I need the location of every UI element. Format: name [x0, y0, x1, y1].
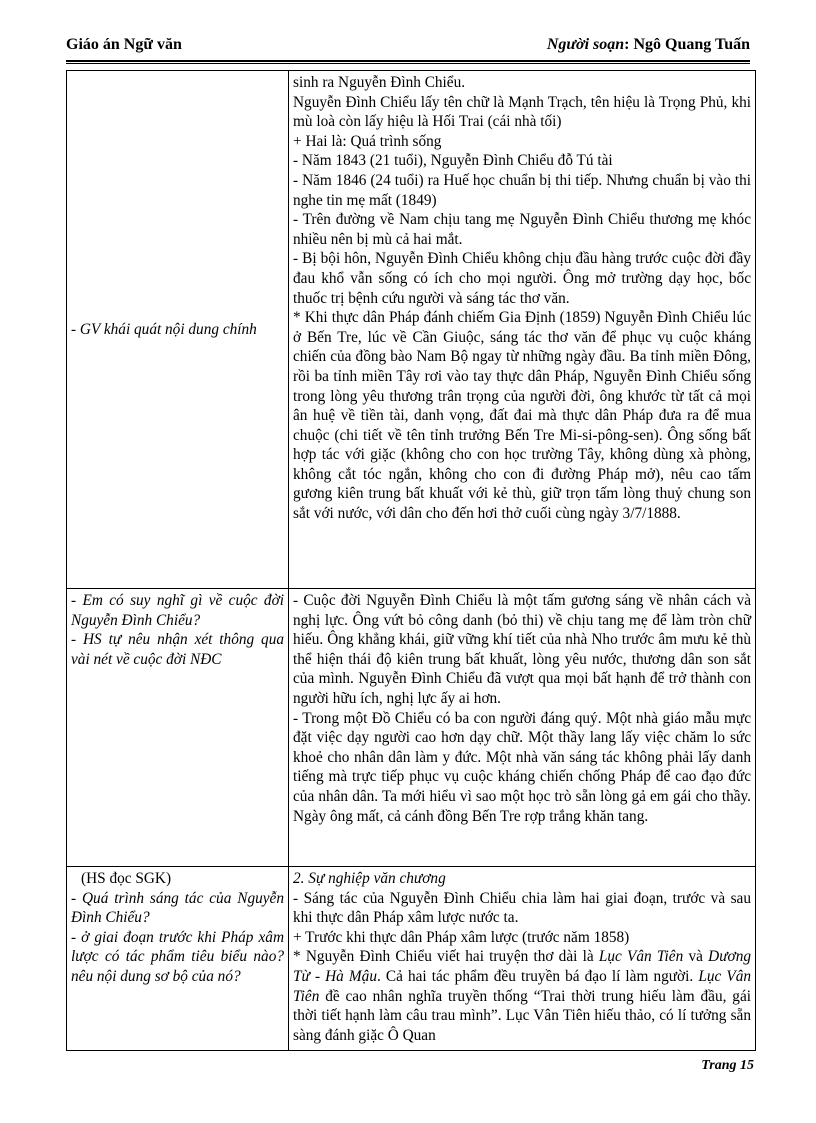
- note-text: (HS đọc SGK): [81, 870, 172, 887]
- header-subject: Giáo án Ngữ văn: [66, 36, 182, 53]
- header-author-label: Người soạn: [546, 36, 625, 53]
- question-text: - Em có suy nghĩ gì về cuộc đời Nguyễn Đình Chiểu?: [71, 592, 284, 629]
- section-heading: 2. Sự nghiệp văn chương: [293, 870, 446, 887]
- work-title: Lục Vân Tiên: [293, 967, 751, 1005]
- paragraph: - Bị bội hôn, Nguyễn Đình Chiểu không chịu đầu hàng trước cuộc đời đầy đau khổ vẫn sống có ích cho mọi người. Ông mở trường dạy học, bốc thuốc trị bệnh cứu người và sáng tác thơ văn.: [293, 250, 751, 307]
- work-title: Lục Vân Tiên: [598, 948, 684, 966]
- page-header: [66, 36, 750, 58]
- header-author: [547, 36, 750, 54]
- paragraph: - Trên đường về Nam chịu tang mẹ Nguyễn Đình Chiểu thương mẹ khóc nhiều nên bị mù cả hai mắt.: [293, 211, 751, 248]
- header-rule-thin: [66, 63, 750, 64]
- paragraph: - Cuộc đời Nguyễn Đình Chiểu là một tấm gương sáng về nhân cách và nghị lực. Ông vứt bỏ công danh (bỏ thi) về chịu tang mẹ để làm tròn chữ hiếu. Ông khẳng khái, giữ vững khí tiết của nhà Nho trước âm mưu kẻ thù thể hiện thái độ kiên trung bất khuất, lòng yêu nước, thương dân son sắt của mình. Nguyễn Đình Chiểu đã vượt qua mọi bất hạnh để trở thành con người hữu ích, nghị lực ấy ai hơn.: [293, 592, 751, 707]
- header-author-name: : Ngô Quang Tuấn: [624, 36, 750, 53]
- paragraph: + Trước khi thực dân Pháp xâm lược (trước năm 1858): [293, 928, 630, 946]
- header-rule: [66, 60, 750, 62]
- paragraph: sinh ra Nguyễn Đình Chiểu.: [293, 74, 466, 91]
- content-cell: [289, 589, 756, 867]
- text-run: . Cả hai tác phẩm đều truyền bá đạo lí làm người.: [376, 967, 699, 985]
- table-row: [67, 589, 756, 867]
- text-run: * Nguyễn Đình Chiểu viết hai truyện thơ dài là: [293, 948, 599, 966]
- guide-text: - GV khái quát nội dung chính: [71, 321, 257, 339]
- question-text: - HS tự nêu nhận xét thông qua vài nét về cuộc đời NĐC: [71, 631, 284, 668]
- paragraph: + Hai là: Quá trình sống: [293, 132, 442, 150]
- teacher-activity-cell: [67, 589, 289, 867]
- paragraph: Nguyễn Đình Chiểu lấy tên chữ là Mạnh Trạch, tên hiệu là Trọng Phủ, khi mù loà còn lấy hiệu là Hối Trai (cái nhà tối): [293, 93, 751, 131]
- text-run: và: [683, 948, 709, 966]
- content-cell: [289, 71, 756, 589]
- question-text: - Quá trình sáng tác của Nguyễn Đình Chiểu?: [71, 889, 284, 927]
- paragraph: * Khi thực dân Pháp đánh chiếm Gia Định (1859) Nguyễn Đình Chiểu lúc ở Bến Tre, lúc về Cần Giuộc, sáng tác thơ văn để phục vụ cuộc kháng chiến của đồng bào Nam Bộ ngay từ những ngày đầu. Ba tỉnh miền Đông, rồi ba tỉnh miền Tây rơi vào tay thực dân Pháp, Nguyễn Đình Chiểu sống trong lòng yêu thương trân trọng của người đời, ông khước từ tất cả mọi ân huệ về tiền tài, danh vọng, đất đai mà thực dân Pháp đưa ra để mua chuộc (chi tiết về tên tỉnh trưởng Bến Tre Mi-si-pông-sen). Ông sống bất hợp tác với giặc (không cho con học trường Tây, không dùng xà phòng, không cắt tóc ngắn, không cho con đi đường Pháp mở), nêu cao tấm gương kiên trung bất khuất với kẻ thù, giữ trọn tấm lòng thuỷ chung son sắt với nước, với dân cho đến hơi thở cuối cùng ngày 3/7/1888.: [293, 309, 751, 523]
- question-text: - ở giai đoạn trước khi Pháp xâm lược có tác phẩm tiêu biểu nào? nêu nội dung sơ bộ của nó?: [71, 928, 284, 985]
- table-row: [67, 867, 756, 1051]
- paragraph: - Sáng tác của Nguyễn Đình Chiểu chia làm hai giai đoạn, trước và sau khi thực dân Pháp xâm lược nước ta.: [293, 889, 751, 927]
- paragraph: [293, 947, 751, 1045]
- page-number: Trang 15: [701, 1058, 754, 1073]
- paragraph: - Năm 1843 (21 tuổi), Nguyễn Đình Chiểu đỗ Tú tài: [293, 152, 613, 170]
- lesson-table: [66, 70, 756, 1051]
- teacher-activity-cell: [67, 71, 289, 589]
- table-row: [67, 71, 756, 589]
- text-run: đề cao nhân nghĩa truyền thống “Trai thời trung hiếu làm đầu, gái thời tiết hạnh làm câu trau mình”. Lục Vân Tiên hiếu thảo, có lí tưởng sẵn sàng đánh giặc Ô Quan: [293, 987, 751, 1044]
- paragraph: - Trong một Đồ Chiểu có ba con người đáng quý. Một nhà giáo mẫu mực đặt việc dạy người cao hơn dạy chữ. Một thầy lang lấy việc chăm lo sức khoẻ cho nhân dân làm y đức. Một nhà văn sáng tác không phải lấy danh tiếng mà trực tiếp phục vụ cuộc kháng chiến chống Pháp để cao đạo đức của nhân dân. Ta mới hiểu vì sao một học trò sẵn lòng gả em gái cho thầy. Ngày ông mất, cả cánh đồng Bến Tre rợp trắng khăn tang.: [293, 709, 751, 825]
- work-title: Dương Từ - Hà Mậu: [293, 948, 751, 985]
- content-cell: [289, 867, 756, 1051]
- paragraph: - Năm 1846 (24 tuổi) ra Huế học chuẩn bị thi tiếp. Nhưng chuẩn bị vào thi nghe tin mẹ mất (1849): [293, 171, 751, 209]
- teacher-activity-cell: [67, 867, 289, 1051]
